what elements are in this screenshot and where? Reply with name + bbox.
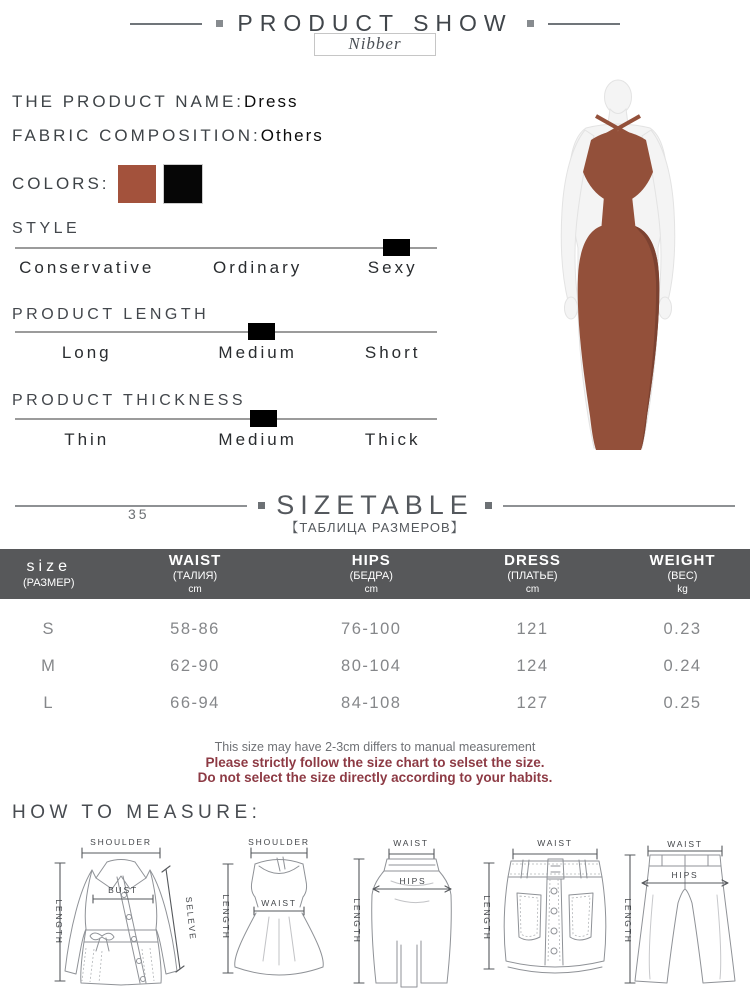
size-table-body (0, 611, 750, 722)
cell-s-hips: 76-100 (341, 620, 402, 638)
cell-m-weight: 0.24 (663, 657, 702, 675)
page-title: PRODUCT SHOW (237, 10, 513, 36)
product-name-label: THE PRODUCT NAME: (12, 92, 245, 111)
dress-length-label: LENGTH (221, 894, 231, 940)
jacket-shoulder-line (82, 848, 160, 858)
col-waist-en: WAIST (168, 551, 222, 569)
col-hips-en: HIPS (351, 551, 391, 569)
thickness-section-title: PRODUCT THICKNESS (12, 392, 247, 409)
sizetable-title: SIZETABLE (276, 490, 474, 520)
sizetable-square-right (485, 502, 492, 509)
skirt-hem-slit (376, 941, 447, 987)
skirt-hips-line (373, 886, 451, 892)
trousers-creases (649, 895, 721, 979)
color-swatch-rust (118, 165, 156, 203)
cell-m-hips: 80-104 (341, 657, 402, 675)
length-section-title: PRODUCT LENGTH (12, 306, 210, 323)
product-name-line (12, 92, 298, 112)
col-weight-ru: (ВЕС) (667, 570, 698, 583)
mini-waist-label: WAIST (537, 838, 573, 848)
colors-label: COLORS: (12, 174, 110, 193)
style-option-sexy: Sexy (367, 258, 418, 277)
how-to-measure-heading: HOW TO MEASURE: (12, 802, 262, 823)
dress-waist-line (254, 907, 304, 915)
table-row-s (0, 611, 750, 648)
measure-diagram-trousers (620, 833, 750, 995)
colors-row (12, 164, 210, 204)
size-warning (0, 755, 750, 785)
measure-diagram-dress (195, 833, 345, 995)
mannequin-head (605, 80, 632, 114)
measure-diagram-pencil-skirt (345, 833, 475, 995)
col-size-ru: (РАЗМЕР) (22, 577, 75, 590)
length-option-medium: Medium (218, 343, 297, 362)
jacket-shoulder-label: SHOULDER (90, 837, 152, 847)
header-square-left (216, 20, 223, 27)
col-header-size (0, 557, 98, 591)
skirt-body (372, 871, 452, 983)
thickness-option-medium: Medium (218, 430, 297, 449)
product-name-value: Dress (244, 92, 299, 111)
dress-waist-label: WAIST (261, 898, 297, 908)
mini-buttons (551, 888, 557, 954)
cell-l-dress: 127 (516, 694, 549, 712)
mini-body-hem (504, 877, 605, 973)
sizetable-side-note: 35 (128, 506, 150, 522)
style-scale-labels (15, 258, 437, 278)
skirt-length-label: LENGTH (352, 898, 362, 944)
col-weight-unit: kg (677, 584, 688, 595)
sizetable-rule-right (503, 505, 735, 507)
jacket-length-label: LENGTH (54, 899, 64, 945)
cell-s-size: S (42, 620, 55, 638)
col-header-waist (98, 552, 293, 597)
header-rule-left (130, 23, 202, 25)
measurement-note: This size may have 2-3cm differs to manual measurement (214, 740, 536, 754)
style-option-conservative: Conservative (19, 258, 155, 277)
brand-name: Nibber (348, 34, 402, 53)
col-header-hips (293, 552, 451, 597)
cell-s-weight: 0.23 (663, 620, 702, 638)
dress-bodice (583, 131, 653, 200)
fabric-label: FABRIC COMPOSITION: (12, 126, 261, 145)
thickness-option-thick: Thick (364, 430, 421, 449)
size-warning-line2: Do not select the size directly according to your habits. (197, 770, 553, 785)
jacket-sleeve-line (162, 866, 184, 972)
header-square-right (527, 20, 534, 27)
mini-length-label: LENGTH (482, 895, 492, 941)
style-section-title: STYLE (12, 220, 81, 237)
trousers-hips-label: HIPS (671, 870, 699, 880)
header-rule-right (548, 23, 620, 25)
skirt-waist-line (389, 849, 434, 859)
measure-diagram-jacket (20, 833, 200, 995)
brand-box (314, 33, 436, 56)
jacket-belt (84, 930, 158, 951)
cell-l-size: L (43, 694, 55, 712)
style-option-ordinary: Ordinary (213, 258, 303, 277)
mini-waist-line (513, 849, 597, 859)
col-waist-unit: cm (188, 584, 202, 595)
col-header-weight (615, 552, 750, 597)
jacket-bust-label: BUST (108, 885, 138, 895)
trousers-waist-label: WAIST (667, 839, 703, 849)
sizetable-subtitle: 【ТАБЛИЦА РАЗМЕРОВ】 (285, 520, 465, 535)
dress-neckline (255, 857, 303, 874)
dress-skirt-gathers (263, 917, 295, 965)
length-scale-line (15, 331, 437, 333)
dress-graphic (578, 116, 660, 450)
mini-placket-stitch (548, 879, 560, 963)
dress-photo-graphic (490, 76, 748, 464)
fabric-value: Others (260, 126, 324, 145)
cell-l-waist: 66-94 (170, 694, 220, 712)
jacket-mesh-panels (82, 948, 154, 983)
thickness-scale-marker (250, 410, 277, 427)
style-scale-marker (383, 239, 410, 256)
jacket-buttons (122, 893, 146, 982)
col-header-dress (450, 552, 615, 597)
mini-buckle (547, 859, 564, 879)
size-table-header (0, 549, 750, 599)
length-scale-labels (15, 343, 437, 363)
cell-l-hips: 84-108 (341, 694, 402, 712)
thickness-scale-line (15, 418, 437, 420)
col-hips-unit: cm (364, 584, 378, 595)
mini-pockets (517, 893, 593, 940)
col-waist-ru: (ТАЛИЯ) (172, 570, 218, 583)
measure-diagram-mini-skirt (475, 833, 625, 995)
cell-s-waist: 58-86 (170, 620, 220, 638)
sizetable-square-left (258, 502, 265, 509)
col-hips-ru: (БЕДРА) (349, 570, 393, 583)
col-dress-en: DRESS (504, 551, 561, 569)
mini-pocket-stitch (520, 896, 590, 937)
trousers-length-label: LENGTH (623, 898, 633, 944)
cell-s-dress: 121 (516, 620, 549, 638)
mannequin-right-hand (659, 297, 672, 319)
length-option-long: Long (61, 343, 112, 362)
col-size-en: size (26, 558, 71, 576)
cell-m-waist: 62-90 (170, 657, 220, 675)
cell-l-weight: 0.25 (663, 694, 702, 712)
trousers-waistband (649, 855, 721, 866)
col-weight-en: WEIGHT (649, 551, 716, 569)
size-table (0, 549, 750, 722)
skirt-hips-label: HIPS (399, 876, 427, 886)
table-row-l (0, 685, 750, 722)
thickness-option-thin: Thin (64, 430, 110, 449)
mannequin-left-hand (565, 297, 578, 319)
jacket-sleeve-label: SELEVE (183, 896, 199, 942)
thickness-scale-labels (15, 430, 437, 450)
cell-m-dress: 124 (516, 657, 549, 675)
skirt-waistband (384, 859, 439, 871)
mini-belt-loops (521, 860, 587, 878)
table-row-m (0, 648, 750, 685)
length-scale-marker (248, 323, 275, 340)
color-swatch-black (163, 164, 203, 204)
col-dress-ru: (ПЛАТЬЕ) (507, 570, 558, 583)
col-dress-unit: cm (525, 584, 540, 595)
size-warning-line1: Please strictly follow the size chart to selset the size. (205, 755, 545, 770)
cell-m-size: M (41, 657, 57, 675)
dress-shoulder-label: SHOULDER (248, 837, 310, 847)
skirt-waist-label: WAIST (393, 838, 429, 848)
fabric-line (12, 126, 324, 146)
length-option-short: Short (364, 343, 421, 362)
dress-shoulder-line (251, 848, 307, 858)
product-photo (490, 76, 748, 464)
style-scale-line (15, 247, 437, 249)
mini-placket (545, 879, 563, 965)
jacket-bust-line (93, 895, 153, 903)
